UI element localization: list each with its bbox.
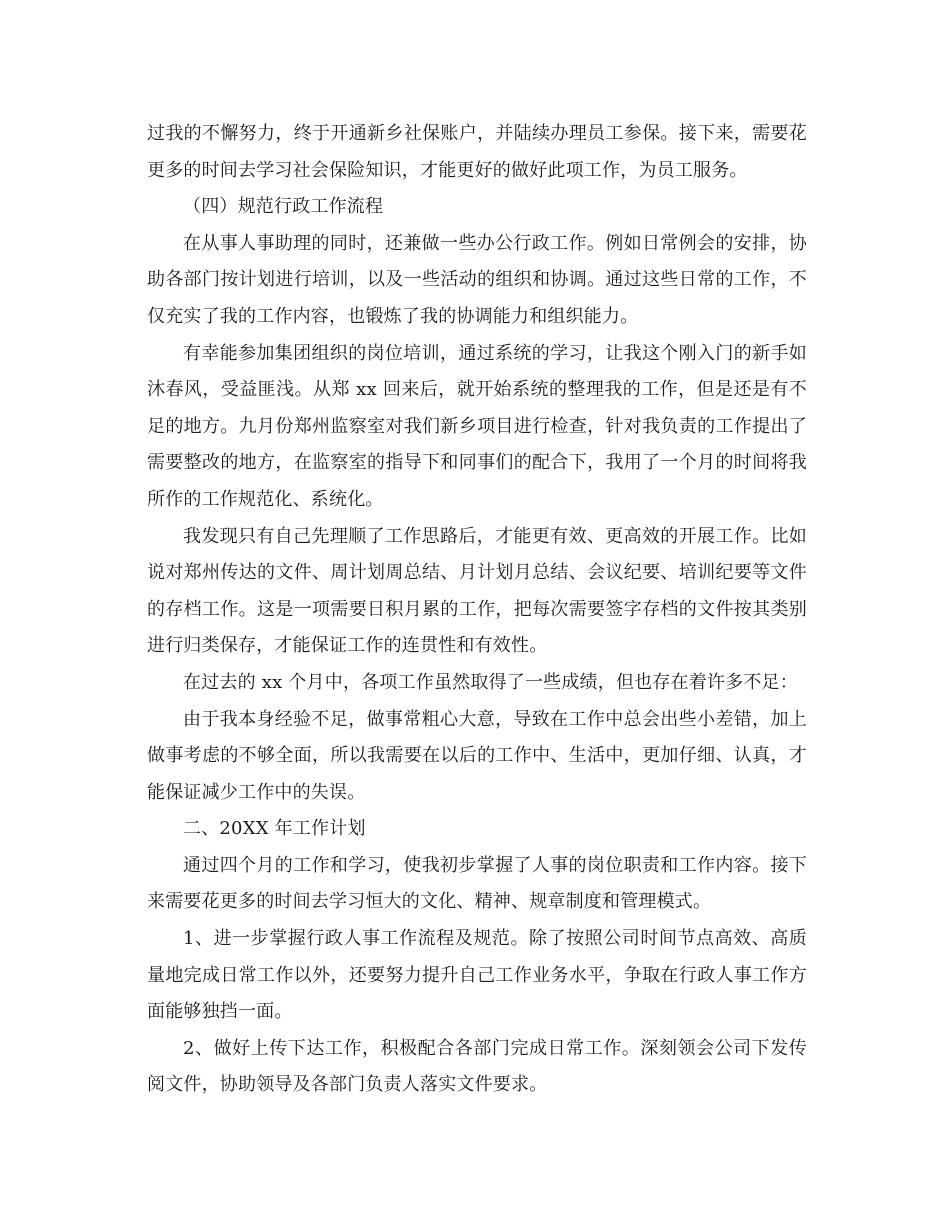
plan-item-1: 1、进一步掌握行政人事工作流程及规范。除了按照公司时间节点高效、高质量地完成日常工作以外，还要努力提升自己工作业务水平，争取在行政人事工作方面能够独挡一面。 xyxy=(147,928,807,1023)
paragraph-admin-duties: 在从事人事助理的同时，还兼做一些办公行政工作。例如日常例会的安排，协助各部门按计划进行培训，以及一些活动的组织和协调。通过这些日常的工作，不仅充实了我的工作内容，也锻炼了我的协调能力和组织能力。 xyxy=(147,232,807,327)
document-body xyxy=(147,116,807,1104)
plan-item-2: 2、做好上传下达工作，积极配合各部门完成日常工作。深刻领会公司下发传阅文件，协助领导及各部门负责人落实文件要求。 xyxy=(147,1037,807,1096)
paragraph-work-plan-intro: 通过四个月的工作和学习，使我初步掌握了人事的岗位职责和工作内容。接下来需要花更多的时间去学习恒大的文化、精神、规章制度和管理模式。 xyxy=(147,854,807,913)
paragraph-shortcomings-intro: 在过去的 xx 个月中，各项工作虽然取得了一些成绩，但也存在着许多不足： xyxy=(183,671,798,693)
paragraph-group-training: 有幸能参加集团组织的岗位培训，通过系统的学习，让我这个刚入门的新手如沐春风，受益匪浅。从郑 xx 回来后，就开始系统的整理我的工作，但是还是有不足的地方。九月份郑州监察室对我们新乡项目进行检查，针对我负责的工作提出了需要整改的地方，在监察室的指导下和同事们的配合下，我用了一个月的时间将我所作的工作规范化、系统化。 xyxy=(147,342,807,510)
paragraph-social-insurance-continued: 过我的不懈努力，终于开通新乡社保账户，并陆续办理员工参保。接下来，需要花更多的时间去学习社会保险知识，才能更好的做好此项工作，为员工服务。 xyxy=(147,123,807,181)
paragraph-shortcomings-detail: 由于我本身经验不足，做事常粗心大意，导致在工作中总会出些小差错，加上做事考虑的不够全面，所以我需要在以后的工作中、生活中，更加仔细、认真，才能保证减少工作中的失误。 xyxy=(147,708,807,803)
section-heading-work-plan: 二、20XX 年工作计划 xyxy=(183,818,366,840)
section-heading-admin-workflow: （四）规范行政工作流程 xyxy=(183,196,384,218)
paragraph-document-archiving: 我发现只有自己先理顺了工作思路后，才能更有效、更高效的开展工作。比如说对郑州传达的文件、周计划周总结、月计划月总结、会议纪要、培训纪要等文件的存档工作。这是一项需要日积月累的工作，把每次需要签字存档的文件按其类别进行归类保存，才能保证工作的连贯性和有效性。 xyxy=(147,525,807,657)
